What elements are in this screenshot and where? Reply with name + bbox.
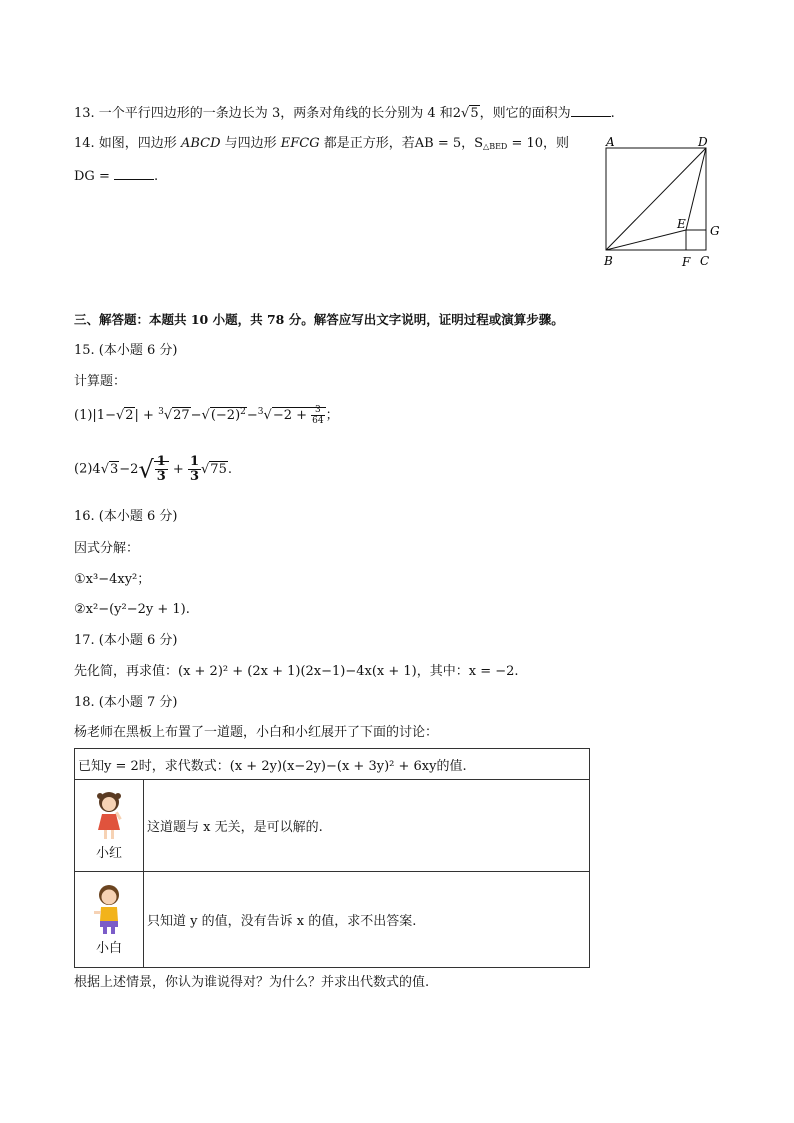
q16-intro: 因式分解：: [74, 541, 140, 556]
girl-avatar-icon: [94, 790, 124, 842]
boy-avatar-icon: [94, 883, 124, 937]
label-e: E: [677, 217, 686, 231]
q15-p2-label: (2): [74, 461, 93, 477]
q14-tail: = 10，则: [507, 136, 570, 151]
table-row-xiaobai: [75, 872, 590, 968]
q15-p1-expr: $|1-√2| + ^3√27-√(-2)^2-^3√-2$ + $\frac{3}{64}$ ；: [92, 405, 339, 426]
q18-title: 18. (本小题 7 分): [74, 695, 178, 710]
problem-cell: 已知y = 2时，求代数式：(x + 2y)(x−2y)−(x + 3y)² + 6xy的值.: [75, 749, 590, 780]
xiaohong-name: 小红: [95, 845, 122, 861]
xiaobai-avatar-cell: [75, 872, 144, 968]
xiaohong-avatar-cell: [75, 780, 144, 872]
label-f: F: [682, 255, 691, 269]
square-efcg: [686, 230, 706, 250]
q14-answer-blank[interactable]: [114, 167, 154, 180]
q15-p1-label: (1): [74, 408, 93, 423]
q16-title: 16. (本小题 6 分): [74, 509, 178, 524]
label-c: C: [700, 254, 710, 268]
q14-mid2: 都是正方形，若AB = 5，S: [319, 136, 484, 151]
q13-radical-arg: 5: [470, 106, 479, 121]
segment-bd: [606, 148, 706, 250]
label-a: A: [606, 135, 615, 149]
q13-text: 13. 一个平行四边形的一条边长为 3，两条对角线的长分别为 4 和: [74, 106, 453, 121]
q14-abcd: ABCD: [180, 136, 221, 151]
table-row-problem: [75, 749, 590, 780]
q15-part2: [74, 452, 232, 487]
xiaohong-statement: 这道题与 x 无关，是可以解的.: [144, 780, 590, 872]
q14-mid: 与四边形: [220, 136, 281, 151]
q15-title: 15. (本小题 6 分): [74, 343, 178, 358]
xiaobai-statement: 只知道 y 的值，没有告诉 x 的值，求不出答案.: [144, 872, 590, 968]
label-g: G: [710, 224, 720, 238]
section-3-heading: 三、解答题：本题共 10 小题，共 78 分。解答应写出文字说明，证明过程或演算步骤。: [74, 312, 564, 327]
q16-item2: ②x²−(y²−2y + 1).: [74, 602, 190, 617]
segment-be: [606, 230, 686, 250]
segment-ed: [686, 148, 706, 230]
q13-radical-coef: 2: [452, 106, 462, 121]
question-14-line2: [74, 167, 158, 186]
q13-tail: ，则它的面积为: [479, 106, 571, 121]
label-d: D: [698, 135, 708, 149]
q13-end: .: [610, 106, 615, 121]
q17-text: 先化简，再求值：(x + 2)² + (2x + 1)(2x−1)−4x(x + 1)，其中：x = −2.: [74, 664, 519, 679]
discussion-table: [74, 748, 590, 968]
label-b: B: [604, 254, 613, 268]
q15-p2-expr: 4√3−2√ $\frac{1}{3}$ + $\frac{1}{3}$ √75.: [92, 453, 232, 484]
q13-answer-blank[interactable]: [571, 104, 611, 117]
q14-end: .: [153, 169, 159, 184]
q17-title: 17. (本小题 6 分): [74, 633, 178, 648]
table-row-xiaohong: [75, 780, 590, 872]
q14-line2: DG =: [74, 169, 114, 184]
sqrt-symbol: √: [461, 106, 470, 121]
xiaobai-name: 小白: [95, 940, 122, 956]
q18-intro: 杨老师在黑板上布置了一道题，小白和小红展开了下面的讨论：: [74, 725, 439, 740]
q14-prefix: 14. 如图，四边形: [74, 136, 181, 151]
q14-sub: △BED: [483, 142, 508, 151]
square-figure: [598, 134, 728, 274]
q18-question: 根据上述情景，你认为谁说得对？为什么？并求出代数式的值.: [74, 975, 430, 990]
q14-efcg: EFCG: [280, 136, 320, 151]
question-13: [74, 104, 615, 123]
q15-intro: 计算题：: [74, 374, 127, 389]
q15-part1: [74, 405, 339, 427]
q16-item1: ①x³−4xy²；: [74, 572, 151, 587]
question-14: [74, 135, 569, 153]
